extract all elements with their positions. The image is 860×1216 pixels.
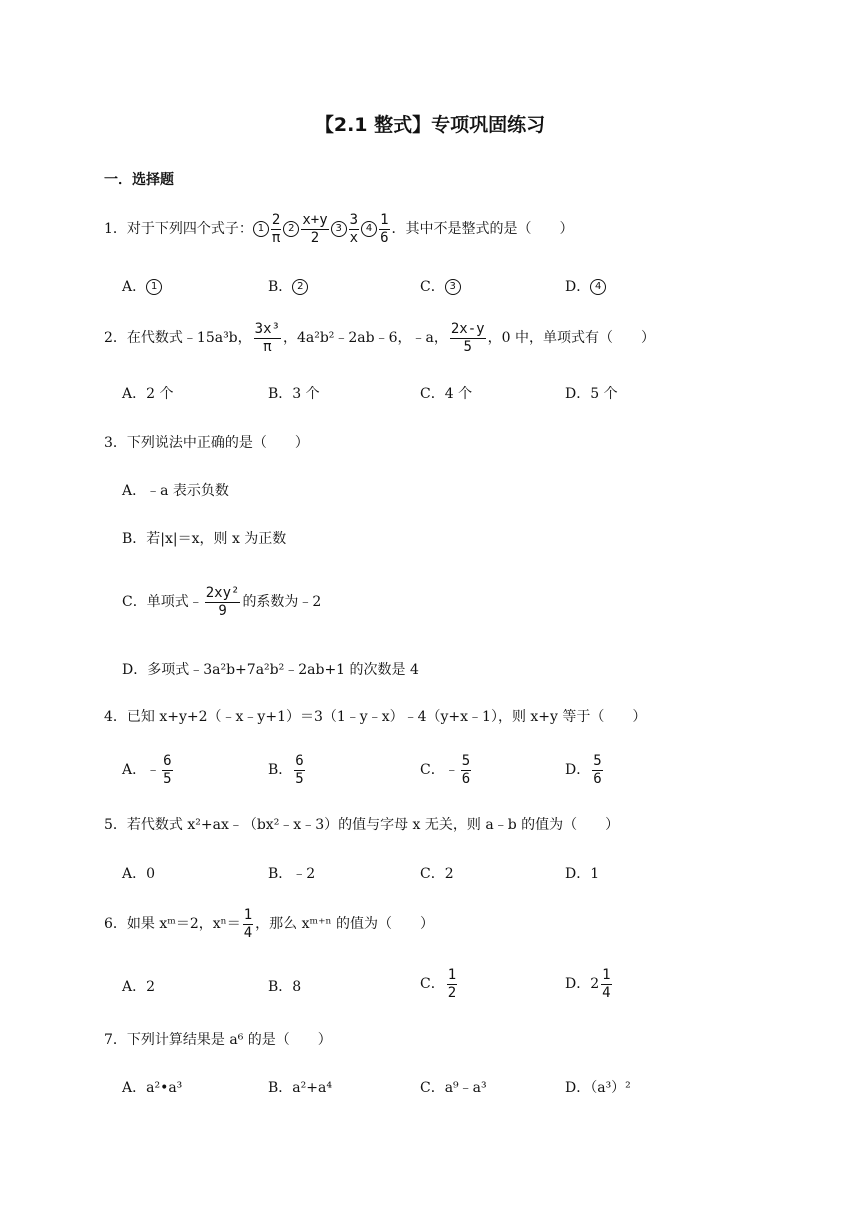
question-1-tail: ．其中不是整式的是（ ） [391, 221, 574, 238]
q3-option-c[interactable]: C．单项式﹣ $\frac{\text{2xy²}}{9}$ 的系数为﹣2 [122, 585, 322, 619]
q4-option-b[interactable]: B． $\frac{6}{5}$ [268, 753, 304, 787]
q4-option-d[interactable]: D． $\frac{5}{6}$ [565, 753, 602, 787]
q2-option-d[interactable]: D．5 个 [565, 386, 618, 402]
q6-option-c[interactable]: C． $\frac{1}{2}$ [420, 967, 457, 1001]
q3-option-b[interactable]: B．若|x|＝x，则 x 为正数 [122, 531, 287, 547]
question-2-mid: ，4a²b²﹣2ab﹣6，﹣a， [282, 330, 448, 347]
fraction: $\frac{2}{\pi}$ [271, 212, 281, 246]
question-7: 7．下列计算结果是 a⁶ 的是（ ） [104, 1032, 332, 1048]
question-2 [104, 322, 655, 354]
fraction: $\frac{1}{6}$ [380, 212, 389, 246]
question-1 [104, 213, 574, 245]
section-heading: 一．选择题 [104, 172, 174, 188]
q6-option-d[interactable]: D．2 $\frac{1}{4}$ [565, 967, 611, 1001]
fraction: $\frac{3}{x}$ [349, 212, 359, 246]
fraction: $\frac{x+y}{2}$ [302, 212, 328, 246]
question-3: 3．下列说法中正确的是（ ） [104, 435, 309, 451]
q1-option-b[interactable]: B． 2 [268, 279, 308, 295]
q2-option-a[interactable]: A．2 个 [122, 386, 174, 402]
q7-option-d[interactable]: D．（a³）² [565, 1080, 631, 1096]
circled-2: 2 [283, 221, 299, 237]
circled-3: 3 [331, 221, 347, 237]
q7-option-c[interactable]: C．a⁹﹣a³ [420, 1080, 487, 1096]
question-5: 5．若代数式 x²+ax﹣（bx²﹣x﹣3）的值与字母 x 无关，则 a﹣b 的值为（ ） [104, 817, 620, 833]
q2-option-c[interactable]: C．4 个 [420, 386, 473, 402]
q5-option-a[interactable]: A．0 [122, 866, 156, 882]
fraction: $\frac{2x-y}{5}$ [450, 321, 485, 355]
question-2-lead: 2．在代数式﹣15a³b， [104, 330, 252, 347]
q3-option-d[interactable]: D．多项式﹣3a²b+7a²b²﹣2ab+1 的次数是 4 [122, 662, 419, 678]
q4-option-c[interactable]: C．﹣ $\frac{5}{6}$ [420, 753, 471, 787]
page-title: 【2.1 整式】专项巩固练习 [314, 114, 546, 136]
question-2-tail: ，0 中，单项式有（ ） [487, 330, 655, 347]
q2-option-b[interactable]: B．3 个 [268, 386, 320, 402]
q5-option-b[interactable]: B．﹣2 [268, 866, 316, 882]
q1-option-d[interactable]: D． 4 [565, 279, 606, 295]
q5-option-d[interactable]: D．1 [565, 866, 600, 882]
q7-option-a[interactable]: A．a²•a³ [122, 1080, 183, 1096]
circled-1: 1 [253, 221, 269, 237]
fraction: $\frac{\text{3x³}}{\pi}$ [254, 321, 280, 355]
question-1-lead: 1．对于下列四个式子： [104, 221, 253, 238]
q1-option-c[interactable]: C． 3 [420, 279, 461, 295]
q6-option-a[interactable]: A．2 [122, 979, 156, 995]
question-4: 4．已知 x+y+2（﹣x﹣y+1）＝3（1﹣y﹣x）﹣4（y+x﹣1），则 x+y 等于（ ） [104, 709, 647, 725]
q6-option-b[interactable]: B．8 [268, 979, 302, 995]
fraction: $\frac{1}{4}$ [243, 907, 253, 941]
q3-option-a[interactable]: A．﹣a 表示负数 [122, 483, 229, 499]
fraction: $\frac{\text{2xy²}}{9}$ [205, 585, 240, 619]
q7-option-b[interactable]: B．a²+a⁴ [268, 1080, 332, 1096]
q4-option-a[interactable]: A．﹣ $\frac{6}{5}$ [122, 753, 172, 787]
q1-option-a[interactable]: A． 1 [122, 279, 162, 295]
q5-option-c[interactable]: C．2 [420, 866, 454, 882]
question-6: 6．如果 xᵐ＝2，xⁿ＝ $\frac{1}{4}$ ，那么 xᵐ⁺ⁿ 的值为（ ） [104, 907, 434, 941]
circled-4: 4 [361, 221, 377, 237]
